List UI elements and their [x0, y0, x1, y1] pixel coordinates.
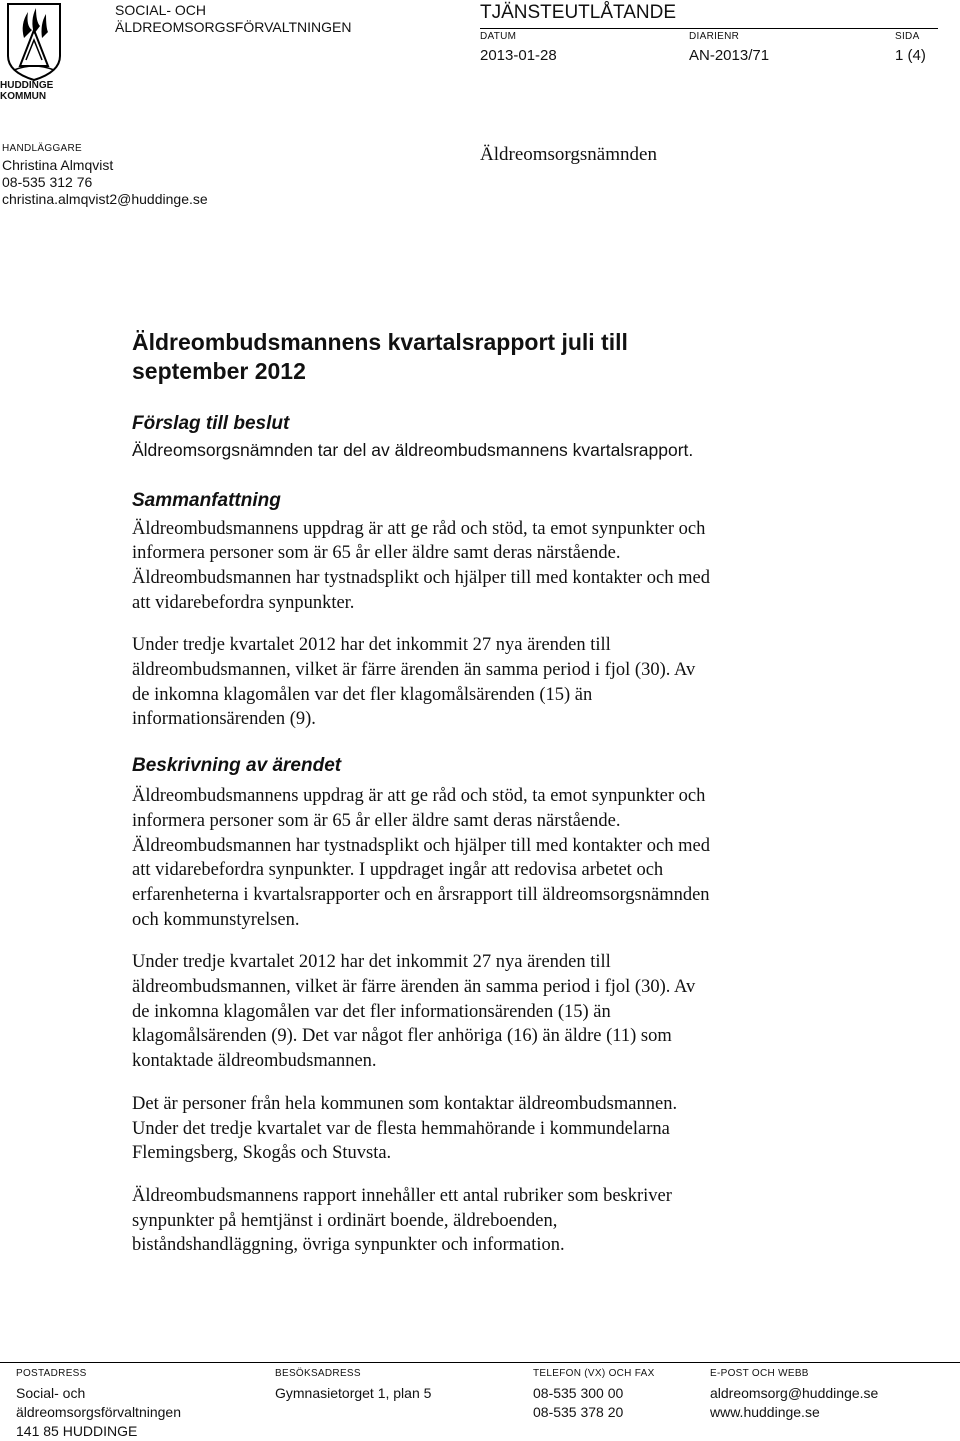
- text-line: 08-535 378 20: [533, 1404, 624, 1420]
- page-label: SIDA: [895, 31, 920, 42]
- web-label: E-POST OCH WEBB: [710, 1368, 809, 1379]
- description-paragraph-3: [132, 1092, 832, 1166]
- org-line2: ÄLDREOMSORGSFÖRVALTNINGEN: [115, 19, 352, 35]
- text-line: synpunkter på hemtjänst i ordinärt boende, äldreboenden,: [132, 1210, 558, 1231]
- description-paragraph-2: [132, 950, 832, 1074]
- description-heading: Beskrivning av ärendet: [132, 755, 342, 777]
- footer-website-link[interactable]: www.huddinge.se: [710, 1404, 820, 1420]
- text-line: 08-535 300 00: [533, 1385, 624, 1401]
- description-paragraph-1: [132, 784, 832, 932]
- footer-visit: [275, 1367, 431, 1403]
- organization-name: [115, 2, 351, 36]
- handler-email[interactable]: christina.almqvist2@huddinge.se: [2, 191, 208, 207]
- phone-label: TELEFON (VX) OCH FAX: [533, 1368, 655, 1379]
- text-line: Under tredje kvartalet 2012 har det inkommit 27 nya ärenden till: [132, 635, 611, 656]
- proposal-heading: Förslag till beslut: [132, 413, 290, 434]
- postal-label: POSTADRESS: [16, 1368, 87, 1379]
- text-line: Flemingsberg, Skogås och Stuvsta.: [132, 1143, 392, 1164]
- text-line: äldreomsorgsförvaltningen: [16, 1404, 181, 1420]
- diary-value: AN-2013/71: [689, 47, 770, 64]
- text-line: att vidarebefordra synpunkter.: [132, 592, 355, 613]
- diary-label: DIARIENR: [689, 31, 740, 42]
- text-line: Under tredje kvartalet 2012 har det inkommit 27 nya ärenden till: [132, 952, 611, 973]
- text-line: att vidarebefordra synpunkter. I uppdraget ingår att redovisa arbetet och: [132, 860, 664, 881]
- footer-postal: [16, 1367, 181, 1441]
- text-line: biståndshandläggning, övriga synpunkter och information.: [132, 1235, 565, 1256]
- text-line: informera personer som är 65 år eller äldre samt deras närstående.: [132, 543, 621, 564]
- text-line: informationsärenden (9).: [132, 709, 316, 730]
- document-title: [132, 328, 752, 386]
- handler-phone: 08-535 312 76: [2, 174, 93, 190]
- summary-heading: Sammanfattning: [132, 489, 281, 511]
- text-line: erfarenheterna i kvartalsrapporter och en årsrapport till äldreomsorgsnämnden: [132, 884, 710, 905]
- footer-phone: [533, 1367, 655, 1422]
- web-contacts: [710, 1384, 878, 1422]
- text-line: äldreombudsmannen, vilket är färre ärenden än samma period i fjol (30). Av: [132, 660, 696, 681]
- phone-numbers: [533, 1384, 655, 1422]
- title-line1: Äldreombudsmannens kvartalsrapport juli till: [132, 329, 628, 355]
- postal-address: [16, 1384, 181, 1441]
- date-value: 2013-01-28: [480, 47, 557, 64]
- description-paragraph-4: [132, 1184, 832, 1258]
- date-label: DATUM: [480, 31, 517, 42]
- text-line: de inkomna klagomålen var det fler informationsärenden (15) än: [132, 1001, 611, 1022]
- proposal-text: Äldreomsorgsnämnden tar del av äldreombudsmannens kvartalsrapport.: [132, 440, 694, 460]
- footer-email-link[interactable]: aldreomsorg@huddinge.se: [710, 1385, 879, 1401]
- handler-name: Christina Almqvist: [2, 157, 114, 173]
- text-line: kontaktade äldreombudsmannen.: [132, 1051, 377, 1072]
- text-line: Det är personer från hela kommunen som kontaktar äldreombudsmannen.: [132, 1093, 678, 1114]
- text-line: 141 85 HUDDINGE: [16, 1423, 138, 1439]
- text-line: Social- och: [16, 1385, 86, 1401]
- text-line: Äldreombudsmannens uppdrag är att ge råd och stöd, ta emot synpunkter och: [132, 786, 706, 807]
- text-line: klagomålsärenden (9). Det var något fler anhöriga (16) än äldre (11) som: [132, 1026, 672, 1047]
- summary-paragraph-1: [132, 517, 832, 616]
- summary-paragraph-2: [132, 633, 832, 732]
- text-line: och kommunstyrelsen.: [132, 909, 300, 930]
- document-type: TJÄNSTEUTLÅTANDE: [480, 2, 677, 23]
- text-line: Äldreombudsmannen har tystnadsplikt och hjälper till med kontakter och med: [132, 567, 710, 588]
- text-line: Under det tredje kvartalet var de flesta hemmahörande i kommundelarna: [132, 1118, 670, 1139]
- logo-text-line2: KOMMUN: [0, 91, 47, 102]
- visit-address: Gymnasietorget 1, plan 5: [275, 1385, 432, 1401]
- page-number: 1 (4): [895, 47, 926, 64]
- text-line: äldreombudsmannen, vilket är färre ärenden än samma period i fjol (30). Av: [132, 977, 696, 998]
- handler-block: [2, 140, 208, 208]
- recipient: Äldreomsorgsnämnden: [480, 144, 657, 165]
- header-divider: [480, 28, 938, 29]
- title-line2: september 2012: [132, 358, 306, 384]
- org-line1: SOCIAL- OCH: [115, 2, 207, 18]
- text-line: Äldreombudsmannens rapport innehåller ett antal rubriker som beskriver: [132, 1185, 672, 1206]
- text-line: de inkomna klagomålen var det fler klagomålsärenden (15) än: [132, 684, 593, 705]
- footer-web: [710, 1367, 878, 1422]
- visit-label: BESÖKSADRESS: [275, 1368, 361, 1379]
- handler-label: HANDLÄGGARE: [2, 143, 82, 154]
- text-line: Äldreombudsmannen har tystnadsplikt och hjälper till med kontakter och med: [132, 835, 710, 856]
- footer-divider: [0, 1362, 960, 1363]
- document-body: [132, 412, 832, 1258]
- logo-text-line1: HUDDINGE: [0, 80, 54, 91]
- text-line: Äldreombudsmannens uppdrag är att ge råd och stöd, ta emot synpunkter och: [132, 518, 706, 539]
- text-line: informera personer som är 65 år eller äldre samt deras närstående.: [132, 810, 621, 831]
- huddinge-logo: [0, 0, 68, 104]
